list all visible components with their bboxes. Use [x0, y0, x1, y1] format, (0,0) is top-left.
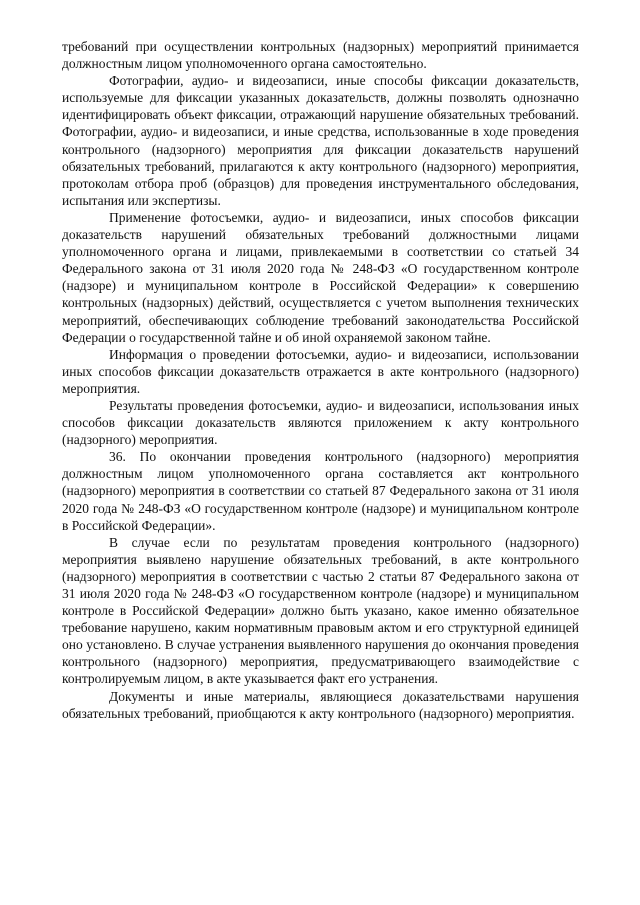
paragraph-item-36: 36. По окончании проведения контрольного (надзорного) мероприятия должностным лицом уполномоченного органа составляется акт контрольного (надзорного) мероприятия в соответствии со статьей 87 Федерального закона от 31 июля 2020 года № 248-ФЗ «О государственном контроле (надзоре) и муниципальном контроле в Российской Федерации». [62, 449, 579, 533]
paragraph-documents: Документы и иные материалы, являющиеся доказательствами нарушения обязательных требований, приобщаются к акту контрольного (надзорного) мероприятия. [62, 688, 579, 721]
paragraph-violation-case: В случае если по результатам проведения контрольного (надзорного) мероприятия выявлено нарушение обязательных требований, в акте контрольного (надзорного) мероприятия в соответствии с частью 2 статьи 87 Федерального закона от 31 июля 2020 года № 248-ФЗ «О государственном контроле (надзоре) и муниципальном контроле в Российской Федерации» должно быть указано, какое именно обязательное требование нарушено, каким нормативным правовым актом и его структурной единицей оно установлено. В случае устранения выявленного нарушения до окончания проведения контрольного (надзорного) мероприятия, предусматривающего взаимодействие с контролируемым лицом, в акте указывается факт его устранения. [62, 534, 579, 687]
paragraph-photo-application: Применение фотосъемки, аудио- и видеозаписи, иных способов фиксации доказательств нарушений обязательных требований должностными лицами уполномоченного органа и лицами, привлекаемыми в соответствии со статьей 34 Федерального закона от 31 июля 2020 года № 248-ФЗ «О государственном контроле (надзоре) и муниципальном контроле в Российской Федерации» к совершению контрольных (надзорных) действий, осуществляется с учетом выполнения технических мероприятий, обеспечивающих соблюдение требований законодательства Российской Федерации о государственной тайне и об иной охраняемой законом тайне. [62, 209, 579, 345]
paragraph-photo-information: Информация о проведении фотосъемки, аудио- и видеозаписи, использовании иных способов фиксации доказательств отражается в акте контрольного (надзорного) мероприятия. [62, 346, 579, 396]
paragraph-photo-results: Результаты проведения фотосъемки, аудио- и видеозаписи, использования иных способов фиксации доказательств являются приложением к акту контрольного (надзорного) мероприятия. [62, 397, 579, 448]
document-page [62, 38, 579, 722]
paragraph-photo-requirements: Фотографии, аудио- и видеозаписи, иные способы фиксации доказательств, используемые для фиксации указанных доказательств, должны позволять однозначно идентифицировать объект фиксации, отражающий нарушение обязательных требований. Фотографии, аудио- и видеозаписи, и иные средства, использованные в ходе проведения контрольного (надзорного) мероприятия для фиксации доказательств нарушений обязательных требований, прилагаются к акту контрольного (надзорного) мероприятия, протоколам отбора проб (образцов) для проведения инструментального обследования, испытания или экспертизы. [62, 73, 579, 208]
paragraph-continuation: требований при осуществлении контрольных (надзорных) мероприятий принимается должностным лицом уполномоченного органа самостоятельно. [62, 39, 579, 72]
